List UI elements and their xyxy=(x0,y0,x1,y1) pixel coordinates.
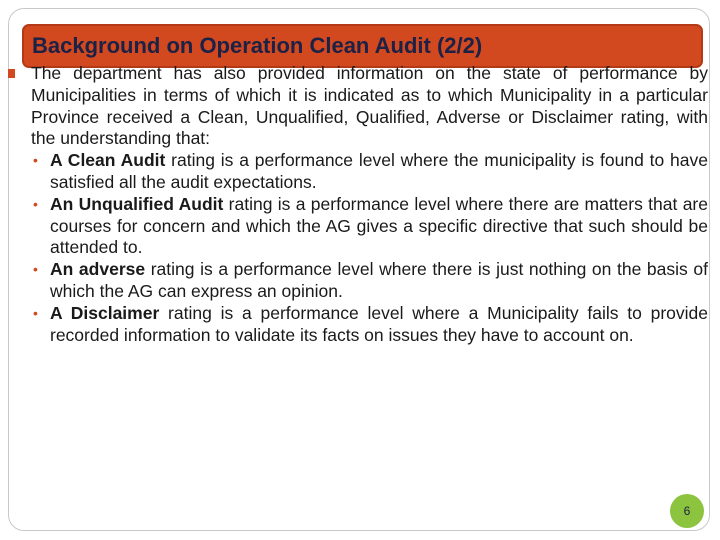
page-number-badge: 6 xyxy=(670,494,704,528)
list-item xyxy=(8,194,708,259)
rating-term: A Disclaimer xyxy=(50,302,160,323)
bullet-dot-icon: • xyxy=(33,304,38,321)
slide-content xyxy=(8,63,708,346)
rating-term: An adverse xyxy=(50,259,146,280)
list-item xyxy=(8,303,708,347)
bullet-dot-icon: • xyxy=(33,261,38,278)
bullet-dot-icon: • xyxy=(33,152,38,169)
square-bullet-icon xyxy=(8,69,15,78)
list-item xyxy=(8,259,708,303)
rating-description: rating is a performance level where there is just nothing on the basis of which the AG can express an opinion. xyxy=(50,259,708,301)
rating-term: A Clean Audit xyxy=(50,150,166,171)
slide-title: Background on Operation Clean Audit (2/2) xyxy=(32,33,483,58)
bullet-dot-icon: • xyxy=(33,195,38,212)
intro-paragraph xyxy=(8,63,708,150)
rating-description: rating is a performance level where there are matters that are courses for concern and which the AG gives a specific directive that such should be attended to. xyxy=(50,193,708,258)
rating-description: rating is a performance level where a Municipality fails to provide recorded information to validate its facts on issues they have to account on. xyxy=(50,302,708,345)
intro-text: The department has also provided information on the state of performance by Municipalities in terms of which it is indicated as to which Municipality in a particular Province received a Clean, Unqualified, Qualified, Adverse or Disclaimer rating, with the understanding that: xyxy=(31,63,708,149)
list-item xyxy=(8,150,708,194)
rating-list xyxy=(8,150,708,346)
rating-term: An Unqualified Audit xyxy=(50,193,224,214)
rating-description: rating is a performance level where the municipality is found to have satisfied all the audit expectations. xyxy=(50,150,708,192)
